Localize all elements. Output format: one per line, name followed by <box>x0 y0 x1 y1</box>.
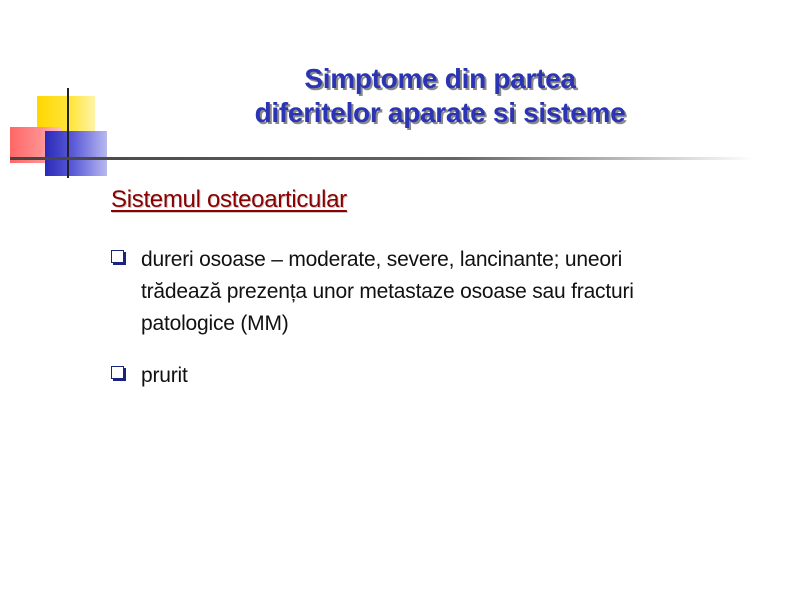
bullet-text: prurit <box>141 364 188 387</box>
slide-title <box>180 62 700 130</box>
slide-title-line-1: Simptome din partea <box>304 63 576 94</box>
vertical-divider-line <box>67 88 69 178</box>
bullet-text: dureri osoase – moderate, severe, lancinante; uneori trădează prezența unor metastaze osoase sau fracturi patologice (MM) <box>141 248 634 335</box>
bullet-list <box>111 244 681 412</box>
blue-square-decoration <box>45 131 107 176</box>
hollow-square-bullet-icon <box>111 366 124 379</box>
hollow-square-bullet-icon <box>111 250 124 263</box>
bullet-item <box>111 244 681 340</box>
decorative-corner-squares <box>0 80 120 180</box>
slide-title-line-2: diferitelor aparate si sisteme <box>254 97 626 128</box>
title-underline-rule <box>10 157 755 160</box>
section-heading: Sistemul osteoarticular <box>111 186 347 213</box>
bullet-item <box>111 360 681 392</box>
